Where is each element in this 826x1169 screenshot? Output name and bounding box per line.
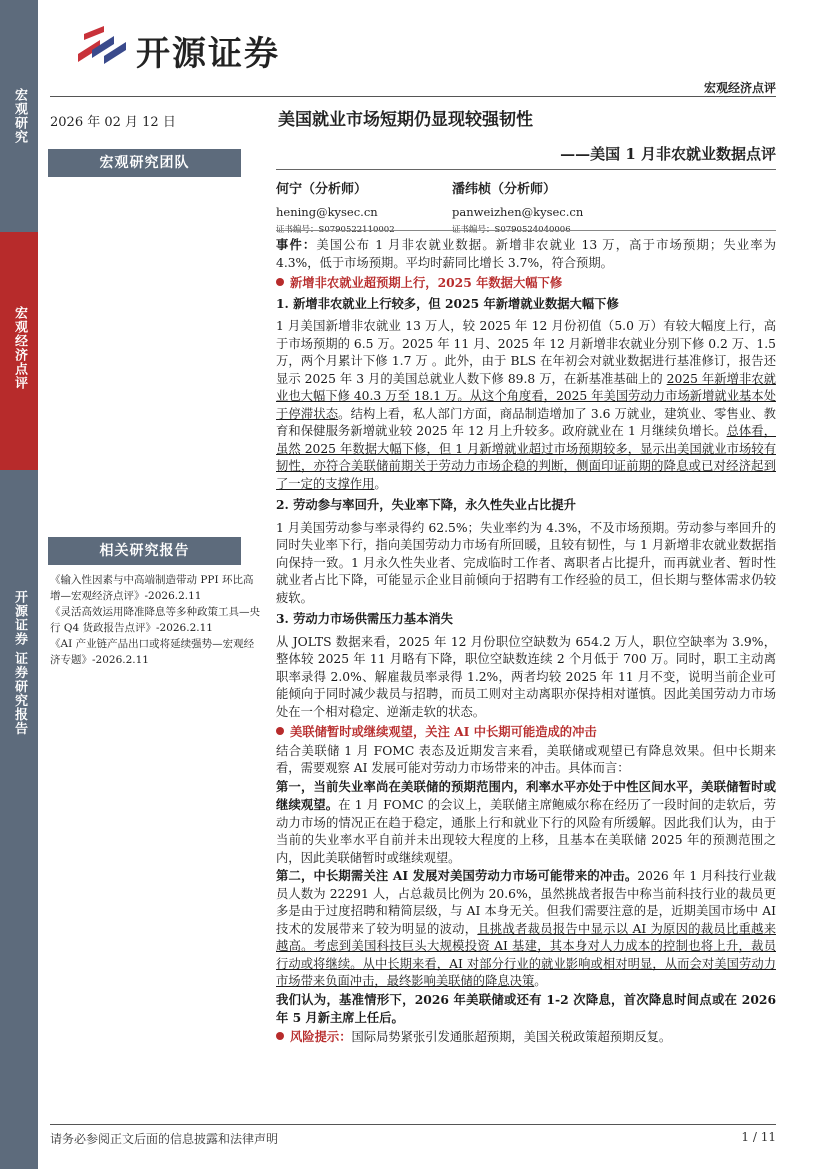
related-reports-label: 相关研究报告	[48, 537, 241, 565]
section-heading-2: 2. 劳动参与率回升，失业率下降，永久性失业占比提升	[276, 497, 576, 512]
risk-paragraph: 风险提示：国际局势紧张引发通胀超预期，美国关税政策超预期反复。	[276, 1028, 776, 1047]
side-band-bottom: 开源证券 证券研究报告	[0, 470, 38, 1169]
header-divider	[50, 96, 776, 97]
related-report-item[interactable]: 《灵活高效运用降准降息等多种政策工具—央行 Q4 货政报告点评》-2026.2.11	[50, 606, 260, 634]
analyst-cert: 证书编号：S0790522110002	[276, 225, 395, 235]
analyst-cert: 证书编号：S0790524040006	[452, 225, 571, 235]
page-title: 美国就业市场短期仍显现较强韧性	[278, 110, 533, 130]
related-report-item[interactable]: 《输入性因素与中高端制造带动 PPI 环比高增—宏观经济点评》-2026.2.11	[50, 574, 254, 602]
intro-paragraph: 结合美联储 1 月 FOMC 表态及近期发言来看，美联储或观望已有降息效果。但中长期来看，需要观察 AI 发展可能对劳动力市场带来的冲击。具体而言：	[276, 743, 776, 775]
point-second-paragraph: 第二，中长期需关注 AI 发展对美国劳动力市场可能带来的冲击。2026 年 1 月科技行业裁员人数为 22291 人，占总裁员比例为 20.6%，虽然挑战者报告中称当前科技行业的裁员更多是由于过度招聘和精简层级，与 AI 本身无关。但我们需要注意的是，近期美国市场中 AI 技术的发展带来了较为明显的波动，且挑战者裁员报告中显示以 AI 为原因的裁员比重越来越高。考虑到美国科技巨头大规模投资 AI 基建，其本身对人力成本的控制也将上升，裁员行动或将继续。从中长期来看，AI 对部分行业的就业影响或相对明显，从而会对美国劳动力市场带来负面冲击，最终影响美联储的降息决策。	[276, 868, 776, 988]
section-heading-1: 1. 新增非农就业上行较多，但 2025 年新增就业数据大幅下修	[276, 295, 619, 311]
logo-mark-icon	[74, 24, 130, 70]
side-band-top: 宏观研究	[0, 0, 38, 232]
analyst-name: 潘纬桢（分析师）	[452, 182, 557, 197]
analyst-divider	[276, 230, 776, 231]
section-paragraph-1: 1 月美国新增非农就业 13 万人，较 2025 年 12 月份初值（5.0 万）有较大幅度上行，高于市场预期的 6.5 万。2025 年 11 月、2025 年 12 月新增非农就业分别下修 0.2 万、1.5 万，两个月累计下修 1.7 万 。此外，由于 BLS 在年初会对就业数据进行基准修订，报告还显示 2025 年 3 月的美国总就业人数下修 89.8 万，在新基准基础上的 2025 年新增非农就业也大幅下修 40.3 万至 18.1 万。从这个角度看，2025 年美国劳动力市场新增就业基本处于停滞状态。结构上看，私人部门方面，商品制造增加了 3.6 万就业，建筑业、零售业、教育和保健服务新增就业较 2025 年 12 月上升较多。政府就业在 1 月继续负增长。总体看，虽然 2025 年数据大幅下修，但 1 月新增就业超过市场预期较多，显示出美国就业市场较有韧性，亦符合美联储前期关于劳动力市场企稳的判断，侧面印证前期的降息或已对经济起到了一定的支撑作用。	[276, 319, 776, 491]
related-reports-list	[50, 572, 260, 668]
team-label: 宏观研究团队	[48, 149, 241, 177]
logo-text: 开源证券	[136, 34, 280, 74]
title-divider	[276, 169, 776, 170]
side-band-middle: 宏观经济点评	[0, 232, 38, 470]
conclusion-paragraph: 我们认为，基准情形下，2026 年美联储或还有 1-2 次降息，首次降息时间点或在 2026 年 5 月新主席上任后。	[276, 991, 776, 1025]
analyst-email[interactable]: panweizhen@kysec.cn	[452, 205, 584, 219]
related-report-item[interactable]: 《AI 产业链产品出口或将延续强势—宏观经济专题》-2026.2.11	[50, 638, 255, 666]
footer-divider	[50, 1124, 776, 1125]
report-type: 宏观经济点评	[703, 81, 776, 95]
bullet-icon	[276, 278, 284, 286]
analyst-card	[452, 178, 583, 235]
report-date: 2026 年 02 月 12 日	[50, 115, 176, 130]
point-first-paragraph: 第一，当前失业率尚在美联储的预期范围内，利率水平亦处于中性区间水平，美联储暂时或继续观望。在 1 月 FOMC 的会议上，美联储主席鲍威尔称在经历了一段时间的走软后，劳动力市场的情况正在趋于稳定，通胀上行和就业下行的风险有所缓解。因此我们认为，由于当前的失业率水平自前并未出现较大程度的上移，且基本在美联储 2025 年的预测范围之内，因此美联储暂时或继续观望。	[276, 778, 776, 865]
key-point-2: 美联储暂时或继续观望，关注 AI 中长期可能造成的冲击	[276, 723, 776, 741]
report-body	[276, 236, 776, 1046]
analyst-email[interactable]: hening@kysec.cn	[276, 205, 378, 219]
page-subtitle: ——美国 1 月非农就业数据点评	[560, 145, 776, 163]
analyst-name: 何宁（分析师）	[276, 182, 368, 197]
bullet-icon	[276, 1032, 284, 1040]
key-point-1: 新增非农就业超预期上行，2025 年数据大幅下修	[276, 274, 776, 292]
page-number: 1 / 11	[741, 1130, 776, 1144]
company-logo	[74, 22, 314, 74]
analyst-card	[276, 178, 395, 235]
section-paragraph-3: 从 JOLTS 数据来看，2025 年 12 月份职位空缺数为 654.2 万人，职位空缺率为 3.9%，整体较 2025 年 11 月略有下降，职位空缺数连续 2 个月低于 700 万。同时，职工主动离职率录得 2.0%、解雇裁员率录得 1.2%，两者均较 2025 年 11 月不变，说明当前企业可能倾向于同时减少裁员与招聘，而员工则对主动离职亦保持相对谨慎。因此美国劳动力市场处在一个相对稳定、逆渐走软的状态。	[276, 634, 776, 719]
bullet-icon	[276, 727, 284, 735]
footer-disclaimer: 请务必参阅正文后面的信息披露和法律声明	[50, 1132, 279, 1146]
section-paragraph-2: 1 月美国劳动参与率录得约 62.5%；失业率约为 4.3%，不及市场预期。劳动参与率回升的同时失业率下行，指向美国劳动力市场有所回暖，且较有韧性，与 1 月新增非农就业数据指向保持一致。1 月永久性失业者、完成临时工作者、离职者占比提升，而再就业者、暂时性就业者占比下降，可能显示企业目前倾向于招聘有工作经验的员工，但长期与整体需求仍较疲软。	[276, 520, 776, 605]
event-paragraph: 事件：美国公布 1 月非农就业数据。新增非农就业 13 万，高于市场预期；失业率为 4.3%，低于市场预期。平均时薪同比增长 3.7%，符合预期。	[276, 237, 776, 270]
section-heading-3: 3. 劳动力市场供需压力基本消失	[276, 611, 453, 626]
